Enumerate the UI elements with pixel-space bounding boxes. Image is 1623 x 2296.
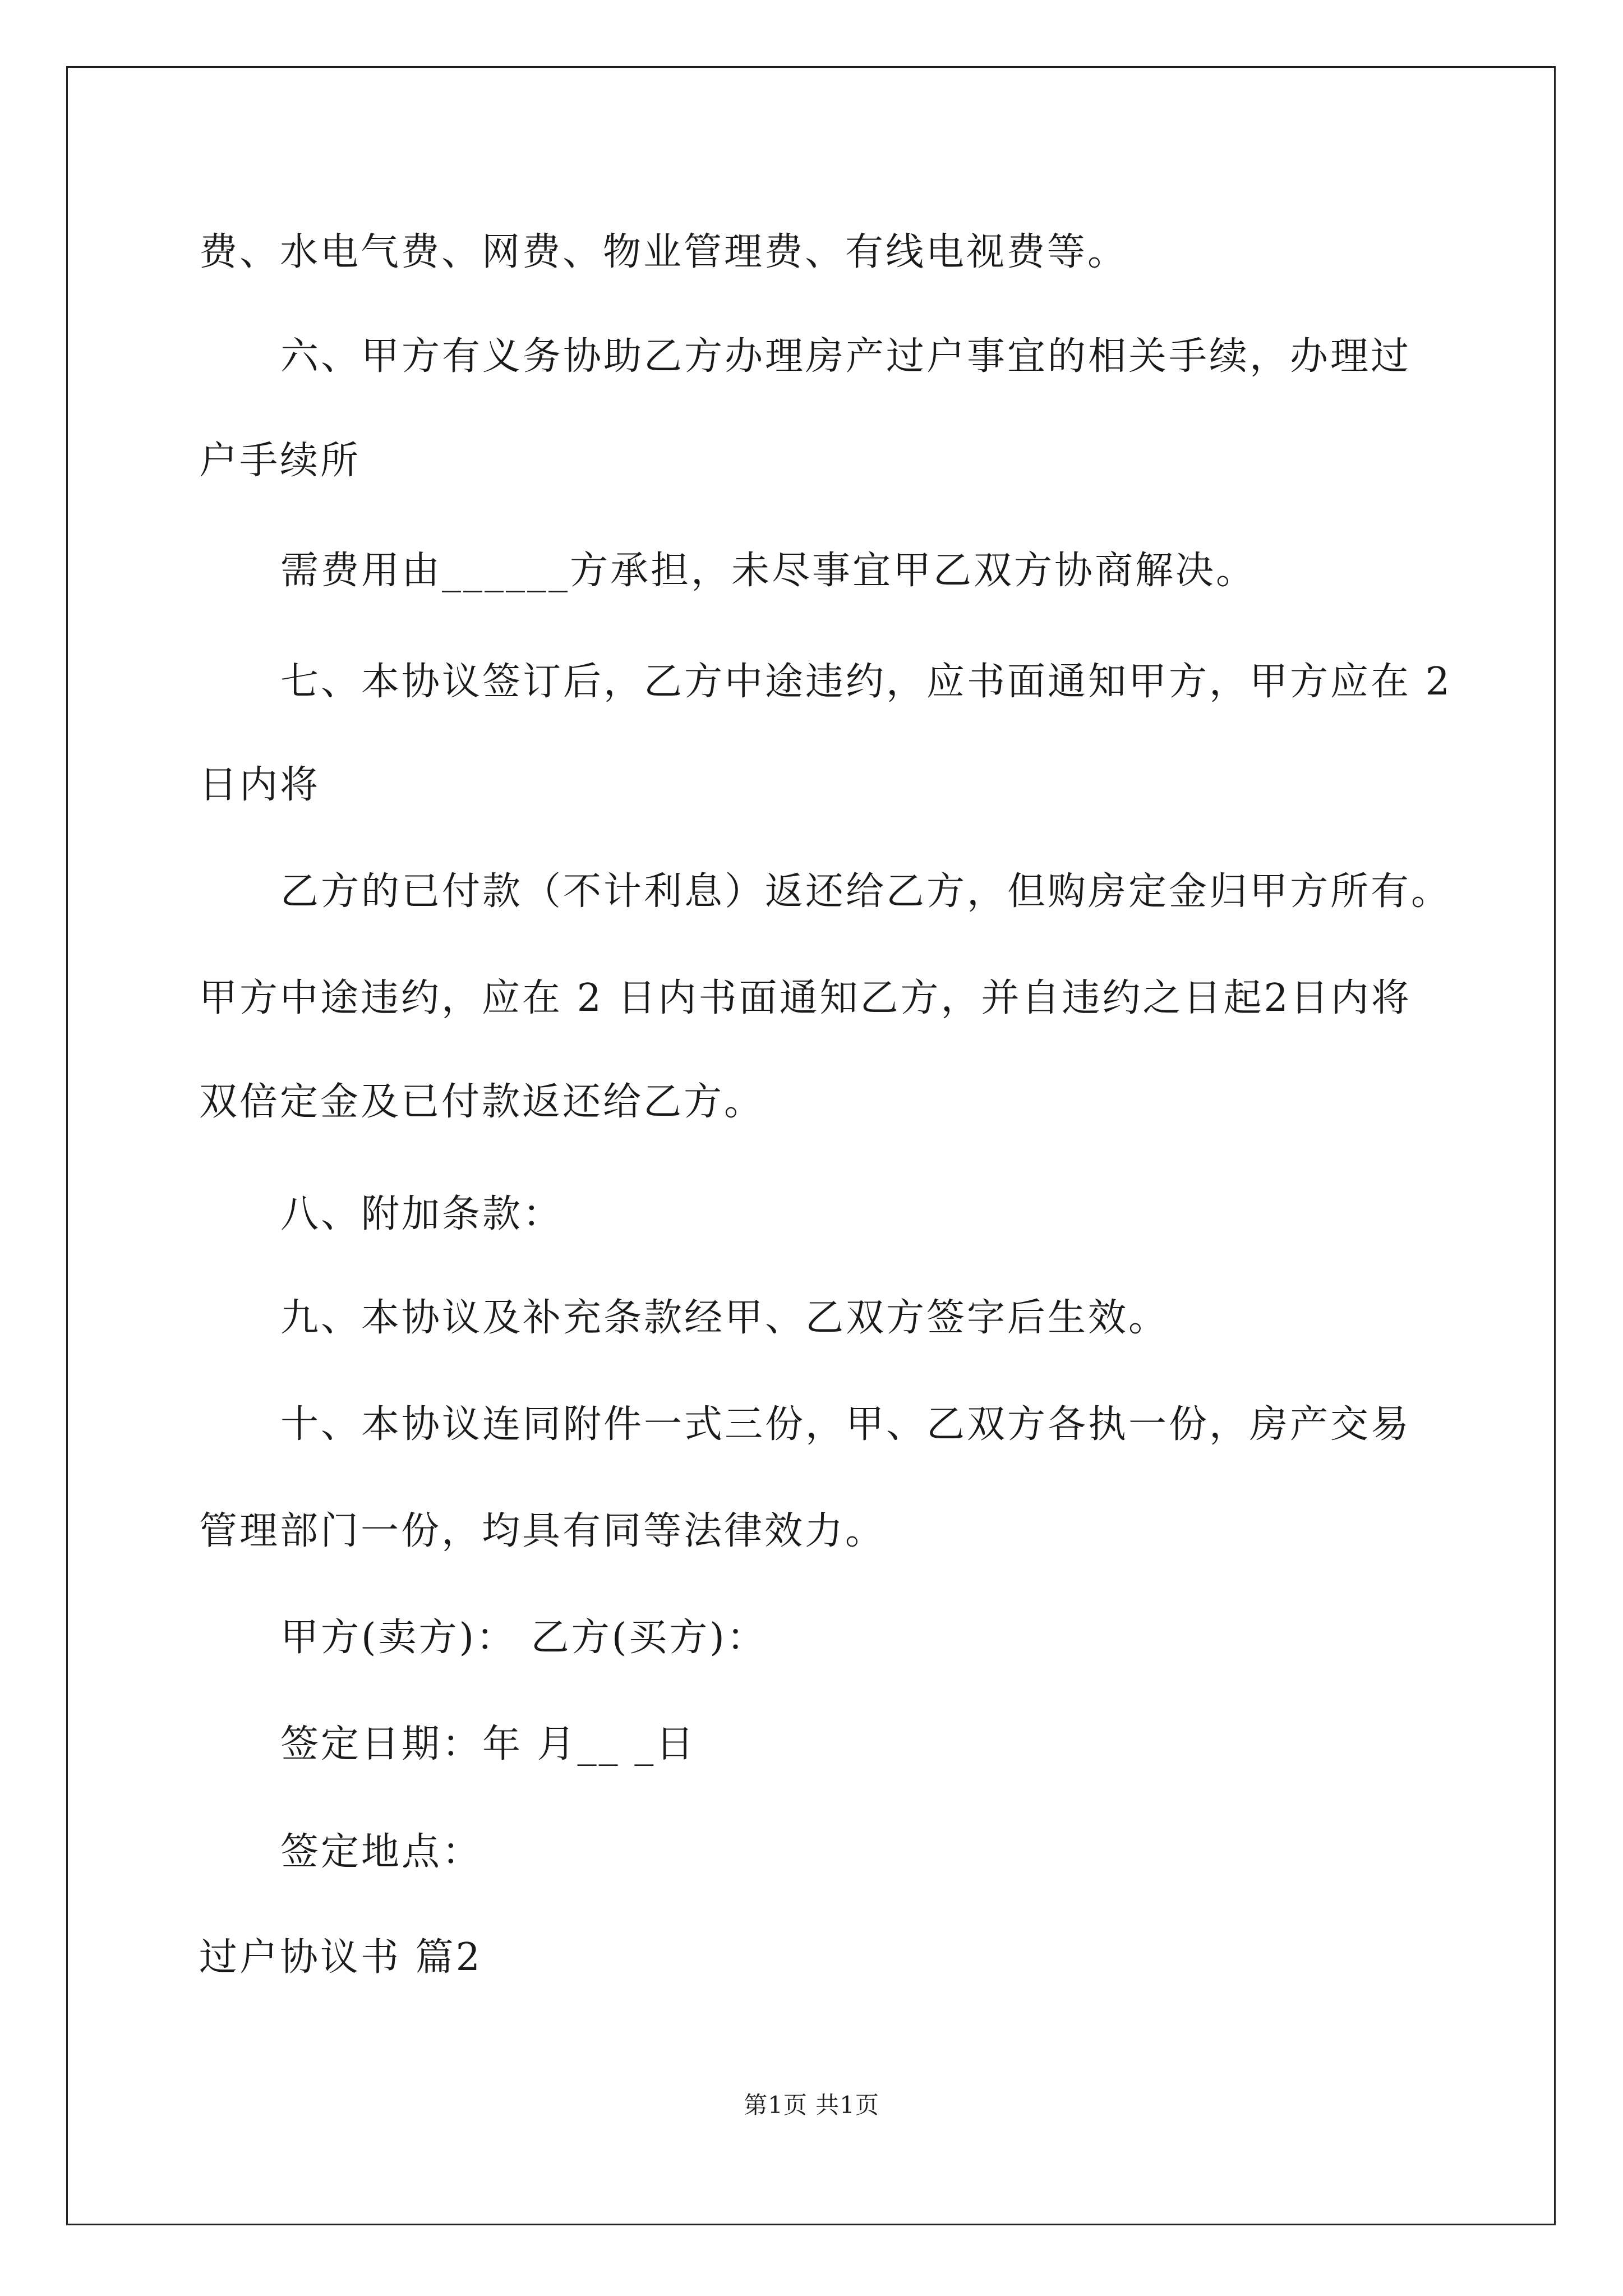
signature-parties: 甲方(卖方)： 乙方(买方)： xyxy=(280,1616,767,1660)
page-number: 第1页 共1页 xyxy=(744,2091,879,2119)
text-line: 八、附加条款： xyxy=(280,1192,564,1236)
text-line: 需费用由______方承担，未尽事宜甲乙双方协商解决。 xyxy=(280,549,1257,593)
signing-place: 签定地点： xyxy=(280,1830,483,1874)
text-line: 乙方的已付款（不计利息）返还给乙方，但购房定金归甲方所有。 xyxy=(280,869,1452,914)
text-line: 费、水电气费、网费、物业管理费、有线电视费等。 xyxy=(199,230,1128,274)
text-line: 九、本协议及补充条款经甲、乙双方签字后生效。 xyxy=(280,1296,1169,1340)
section-title: 过户协议书 篇2 xyxy=(199,1935,482,1980)
text-line: 双倍定金及已付款返还给乙方。 xyxy=(199,1080,765,1124)
text-line: 日内将 xyxy=(199,763,321,807)
text-line: 管理部门一份，均具有同等法律效力。 xyxy=(199,1509,886,1553)
text-line: 甲方中途违约，应在 2 日内书面通知乙方，并自违约之日起2日内将 xyxy=(199,976,1412,1020)
signing-date: 签定日期：年 月__ _日 xyxy=(280,1722,697,1766)
text-line: 十、本协议连同附件一式三份，甲、乙双方各执一份，房产交易 xyxy=(280,1402,1412,1447)
page-border xyxy=(66,66,1556,2225)
text-line: 七、本协议签订后，乙方中途违约，应书面通知甲方，甲方应在 2 xyxy=(280,660,1452,704)
text-line: 户手续所 xyxy=(199,439,361,483)
text-line: 六、甲方有义务协助乙方办理房产过户事宜的相关手续，办理过 xyxy=(280,334,1412,379)
